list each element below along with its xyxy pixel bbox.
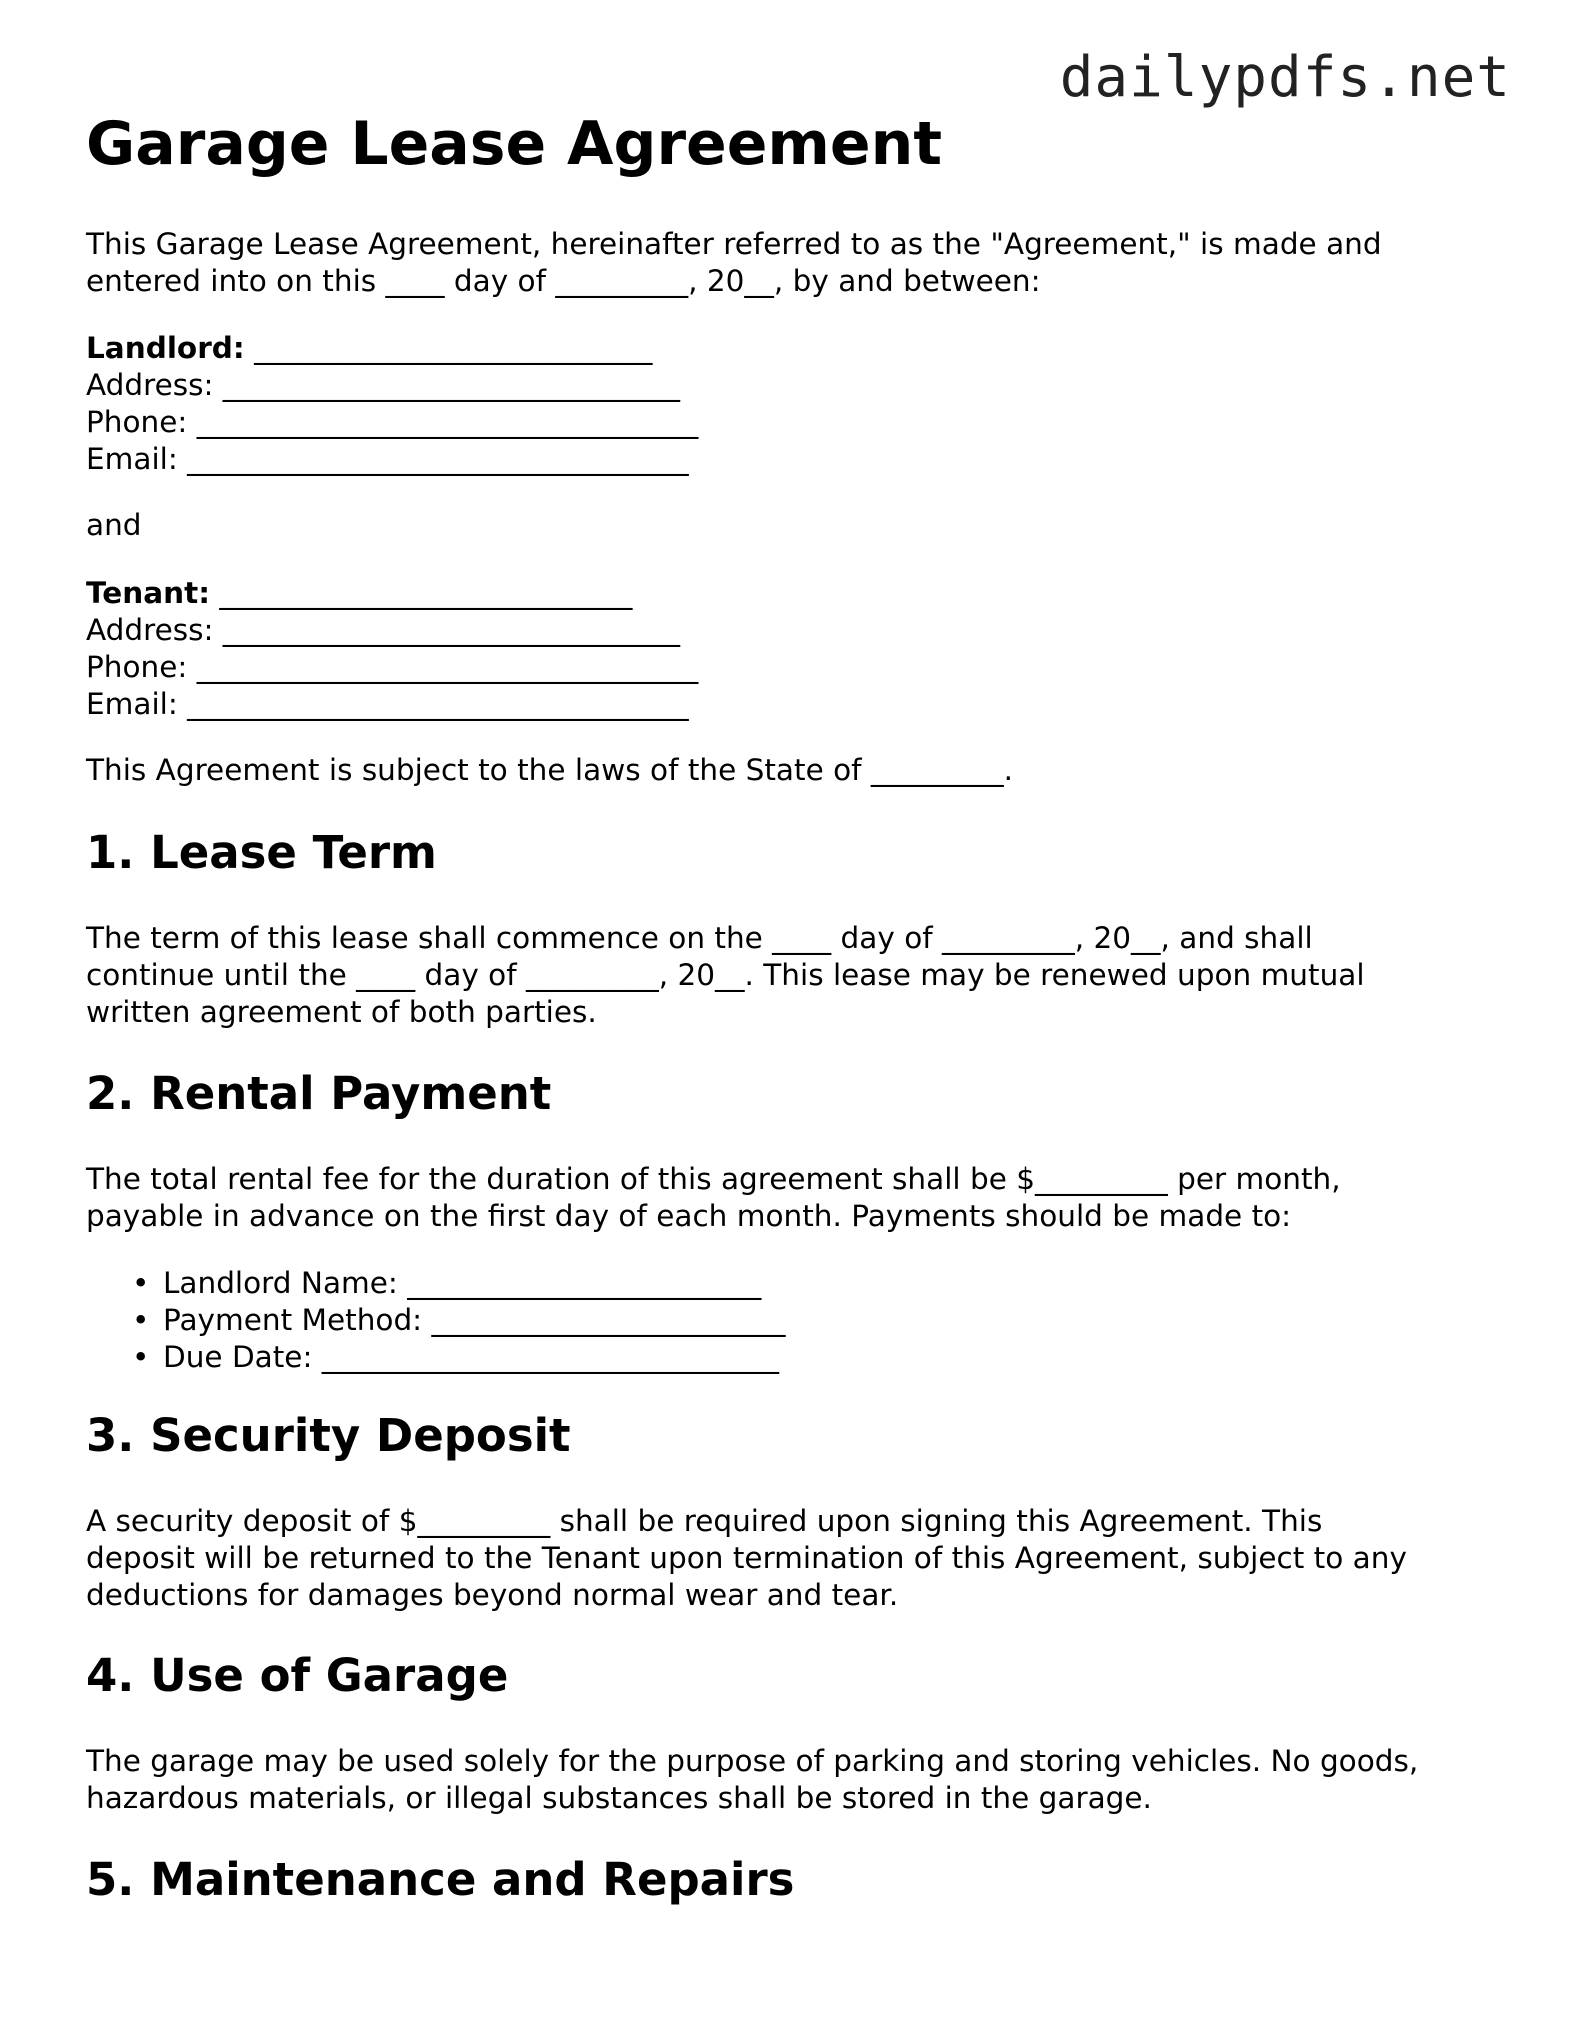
section-2-line-2: payable in advance on the first day of each month. Payments should be made to: xyxy=(86,1199,1292,1233)
section-4-line-2: hazardous materials, or illegal substances shall be stored in the garage. xyxy=(86,1781,1152,1815)
landlord-address: Address: _______________________________ xyxy=(86,368,681,402)
list-item xyxy=(86,1265,785,1302)
tenant-address: Address: _______________________________ xyxy=(86,613,681,647)
section-2-heading: 2. Rental Payment xyxy=(86,1067,552,1120)
section-1-line-2: continue until the ____ day of _________, 20__. This lease may be renewed upon mutual xyxy=(86,958,1365,992)
and-text: and xyxy=(86,508,142,542)
section-1-line-3: written agreement of both parties. xyxy=(86,995,597,1029)
section-5-heading: 5. Maintenance and Repairs xyxy=(86,1853,795,1906)
payment-method: Payment Method: ________________________ xyxy=(163,1303,786,1337)
section-2-body xyxy=(86,1161,1341,1235)
bullet-icon: • xyxy=(132,1303,150,1337)
tenant-email: Email: __________________________________ xyxy=(86,687,689,721)
tenant-name-line xyxy=(86,575,698,612)
bullet-icon: • xyxy=(132,1266,150,1300)
section-1-line-1: The term of this lease shall commence on the ____ day of _________, 20__, and shall xyxy=(86,921,1313,955)
document-title: Garage Lease Agreement xyxy=(86,109,943,179)
section-1-heading: 1. Lease Term xyxy=(86,826,437,879)
landlord-name-line xyxy=(86,330,698,367)
tenant-phone: Phone: __________________________________ xyxy=(86,650,699,684)
intro-paragraph xyxy=(86,226,1382,300)
section-4-body xyxy=(86,1743,1418,1817)
section-2-line-1: The total rental fee for the duration of this agreement shall be $_________ per month, xyxy=(86,1162,1341,1196)
section-4-line-1: The garage may be used solely for the purpose of parking and storing vehicles. No goods, xyxy=(86,1744,1419,1778)
watermark: dailypdfs.net xyxy=(1059,45,1511,110)
payment-due-date: Due Date: _______________________________ xyxy=(163,1340,780,1374)
bullet-icon: • xyxy=(132,1340,150,1374)
payment-landlord-name: Landlord Name: ________________________ xyxy=(163,1266,762,1300)
intro-line-2: entered into on this ____ day of _________, 20__, by and between: xyxy=(86,264,1041,298)
tenant-name-blank: ____________________________ xyxy=(219,576,633,610)
tenant-label: Tenant: xyxy=(86,576,211,610)
landlord-block xyxy=(86,330,698,478)
landlord-name-blank: ___________________________ xyxy=(254,331,653,365)
payment-list xyxy=(86,1265,785,1376)
section-3-body xyxy=(86,1503,1407,1614)
section-4-heading: 4. Use of Garage xyxy=(86,1649,509,1702)
landlord-label: Landlord: xyxy=(86,331,245,365)
list-item xyxy=(86,1339,785,1376)
landlord-email: Email: __________________________________ xyxy=(86,442,689,476)
section-3-line-3: deductions for damages beyond normal wear and tear. xyxy=(86,1578,899,1612)
section-3-line-1: A security deposit of $_________ shall be required upon signing this Agreement. This xyxy=(86,1504,1323,1538)
section-3-heading: 3. Security Deposit xyxy=(86,1409,571,1462)
tenant-block xyxy=(86,575,698,723)
landlord-phone: Phone: __________________________________ xyxy=(86,405,699,439)
list-item xyxy=(86,1302,785,1339)
section-3-line-2: deposit will be returned to the Tenant upon termination of this Agreement, subject to any xyxy=(86,1541,1407,1575)
section-1-body xyxy=(86,920,1365,1031)
intro-line-1: This Garage Lease Agreement, hereinafter referred to as the "Agreement," is made and xyxy=(86,227,1382,261)
governing-law: This Agreement is subject to the laws of the State of _________. xyxy=(86,753,1014,787)
